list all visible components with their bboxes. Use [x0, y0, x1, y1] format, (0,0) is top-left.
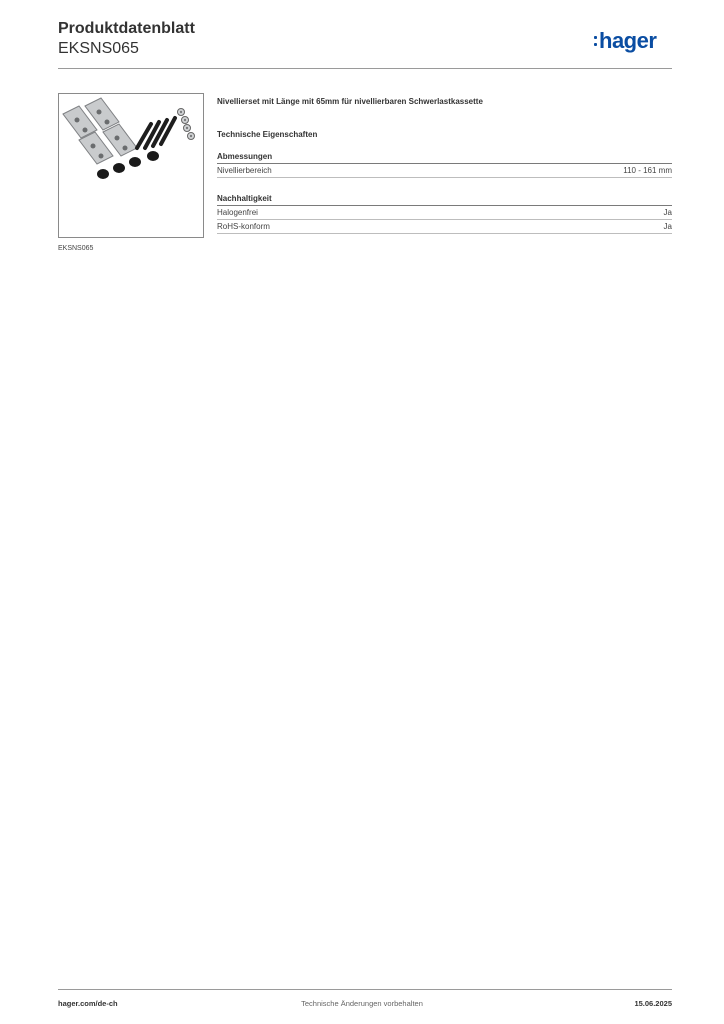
spec-label: Nivellierbereich	[217, 166, 272, 175]
spec-value: 110 - 161 mm	[623, 166, 672, 175]
logo-text: hager	[599, 28, 657, 53]
page-title: Produktdatenblatt	[58, 20, 195, 37]
footer-date: 15.06.2025	[634, 999, 672, 1008]
product-details	[217, 97, 672, 234]
spec-group-sustainability	[217, 194, 672, 234]
spec-row	[217, 206, 672, 220]
product-number: EKSNS065	[58, 40, 139, 57]
leveling-set-photo-icon	[59, 94, 203, 237]
spec-label: Halogenfrei	[217, 208, 258, 217]
spec-group-title: Nachhaltigkeit	[217, 194, 672, 206]
footer-url[interactable]: hager.com/de-ch	[58, 999, 118, 1008]
spec-row	[217, 164, 672, 178]
spec-row	[217, 220, 672, 234]
image-caption: EKSNS065	[58, 245, 94, 252]
footer-divider	[58, 989, 672, 990]
header-divider	[58, 68, 672, 69]
spec-group-title: Abmessungen	[217, 152, 672, 164]
spec-label: RoHS-konform	[217, 222, 270, 231]
product-description: Nivellierset mit Länge mit 65mm für nivellierbaren Schwerlastkassette	[217, 97, 483, 106]
spec-value: Ja	[663, 208, 672, 217]
logo-dots-icon	[594, 34, 597, 48]
product-image	[58, 93, 204, 238]
specs-section-title: Technische Eigenschaften	[217, 130, 318, 139]
spec-value: Ja	[663, 222, 672, 231]
footer-note: Technische Änderungen vorbehalten	[301, 999, 423, 1008]
spec-group-dimensions	[217, 152, 672, 178]
hager-logo	[594, 28, 656, 54]
